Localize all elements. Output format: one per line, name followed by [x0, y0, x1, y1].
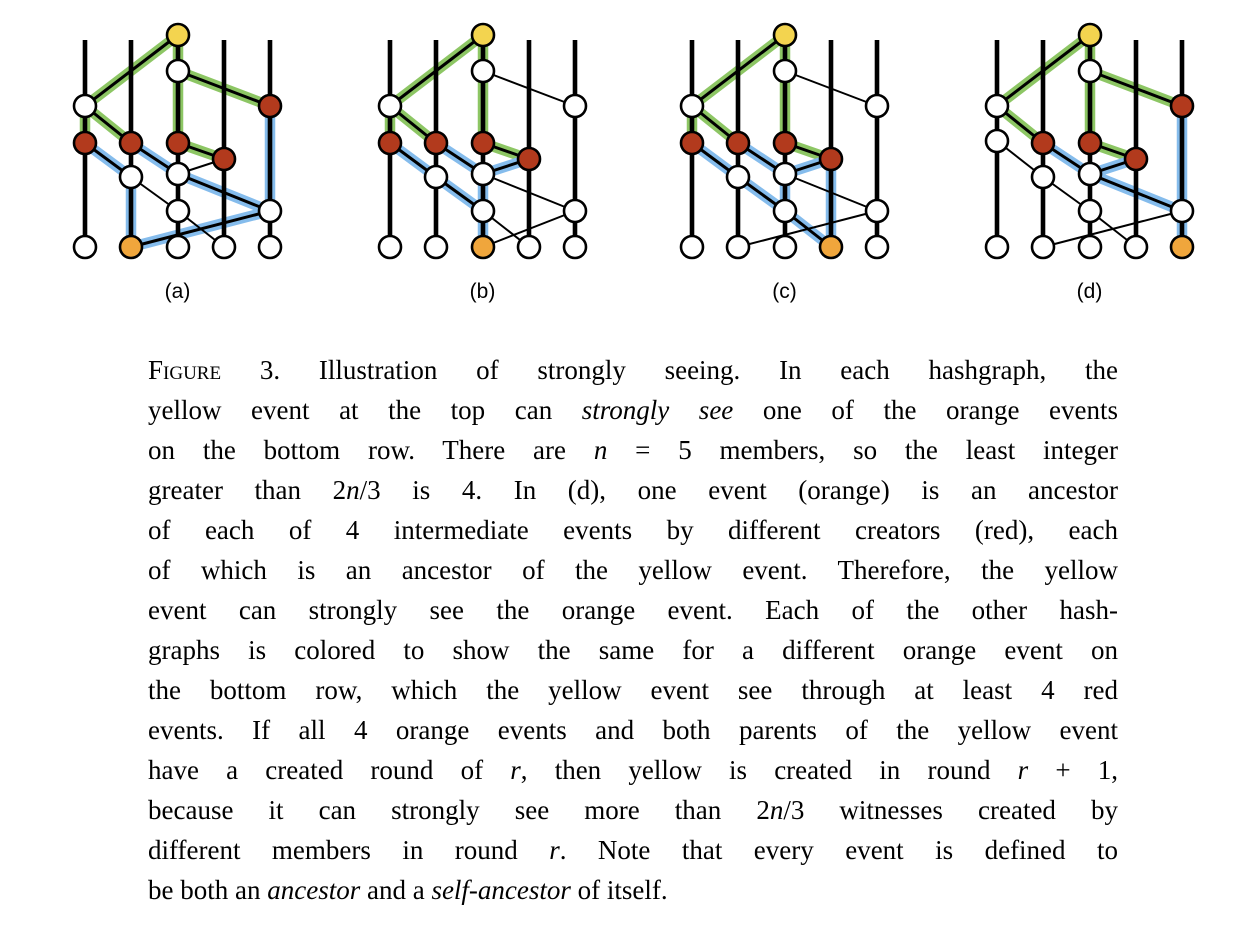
- caption-text: + 1,: [1028, 755, 1118, 785]
- event-node-white: [472, 60, 494, 82]
- event-node-red: [1125, 148, 1147, 170]
- caption-line: [148, 750, 1118, 790]
- caption-line: [148, 430, 1118, 470]
- event-node-white: [472, 200, 494, 222]
- caption-text: one of the orange events: [733, 395, 1118, 425]
- event-node-white: [986, 95, 1008, 117]
- event-node-white: [167, 200, 189, 222]
- caption-line: [148, 390, 1118, 430]
- caption-text: n: [346, 475, 360, 505]
- caption-line: [148, 630, 1118, 670]
- event-node-red: [727, 132, 749, 154]
- panel-label-c: (c): [772, 280, 797, 303]
- caption-text: n: [593, 435, 608, 465]
- event-node-orange: [120, 236, 142, 258]
- caption-text: graphs is colored to show the same for a different orange event on: [148, 635, 1118, 665]
- event-node-orange: [1171, 236, 1193, 258]
- event-node-white: [774, 236, 796, 258]
- caption-text: r: [510, 755, 521, 785]
- caption-text: because it can strongly see more than 2: [148, 795, 770, 825]
- event-node-orange: [820, 236, 842, 258]
- event-node-red: [472, 132, 494, 154]
- caption-line: [148, 710, 1118, 750]
- caption-text: strongly see: [581, 395, 734, 425]
- caption-text: r: [1017, 755, 1029, 785]
- caption-text: r: [549, 835, 560, 865]
- hashgraph-panel-a: [74, 24, 281, 303]
- caption-text: = 5 members, so the least integer: [607, 435, 1118, 465]
- caption-line: [148, 350, 1118, 390]
- caption-text: of each of 4 intermediate events by different creators (red), each: [148, 515, 1118, 545]
- event-node-white: [774, 60, 796, 82]
- caption-text: . Note that every event is defined to: [559, 835, 1118, 865]
- event-node-white: [518, 236, 540, 258]
- caption-text: Figure 3.: [148, 355, 281, 385]
- event-node-white: [259, 200, 281, 222]
- event-node-white: [866, 200, 888, 222]
- event-node-white: [727, 236, 749, 258]
- event-node-white: [213, 236, 235, 258]
- event-node-white: [74, 236, 96, 258]
- caption-text: events. If all 4 orange events and both parents of the yellow event: [148, 715, 1118, 745]
- event-node-red: [1079, 132, 1101, 154]
- event-node-white: [1079, 163, 1101, 185]
- caption-text: of which is an ancestor of the yellow event. Therefore, the yellow: [148, 555, 1118, 585]
- caption-text: ancestor: [267, 875, 361, 905]
- event-node-white: [1079, 60, 1101, 82]
- caption-text: yellow event at the top can: [148, 395, 582, 425]
- event-node-white: [259, 236, 281, 258]
- event-node-red: [774, 132, 796, 154]
- event-node-white: [727, 166, 749, 188]
- caption-text: n: [769, 795, 784, 825]
- event-node-red: [379, 132, 401, 154]
- caption-line: [148, 550, 1118, 590]
- event-node-yellow: [472, 24, 494, 46]
- event-node-white: [564, 236, 586, 258]
- event-node-white: [167, 163, 189, 185]
- event-node-white: [1032, 236, 1054, 258]
- caption-text: greater than 2: [148, 475, 347, 505]
- event-node-white: [120, 166, 142, 188]
- caption-line: [148, 590, 1118, 630]
- event-node-yellow: [1079, 24, 1101, 46]
- event-node-white: [425, 166, 447, 188]
- parent-edge: [738, 211, 877, 247]
- event-node-white: [774, 200, 796, 222]
- event-node-orange: [472, 236, 494, 258]
- caption-line: [148, 670, 1118, 710]
- event-node-white: [986, 236, 1008, 258]
- caption-text: of itself.: [570, 875, 668, 905]
- caption-text: /3 is 4. In (d), one event (orange) is an ancestor: [359, 475, 1119, 505]
- event-node-white: [74, 95, 96, 117]
- caption-line: [148, 470, 1118, 510]
- event-node-white: [379, 95, 401, 117]
- event-node-white: [1125, 236, 1147, 258]
- caption-line: [148, 790, 1118, 830]
- event-node-white: [472, 163, 494, 185]
- event-node-white: [379, 236, 401, 258]
- event-node-white: [866, 95, 888, 117]
- caption-text: be both an: [148, 875, 268, 905]
- event-node-white: [425, 236, 447, 258]
- hashgraph-panel-c: [681, 24, 888, 303]
- event-node-white: [564, 95, 586, 117]
- event-node-red: [259, 95, 281, 117]
- event-node-red: [1032, 132, 1054, 154]
- hashgraph-panel-b: [379, 24, 586, 303]
- caption-text: event can strongly see the orange event. Each of the other hash-: [148, 595, 1118, 625]
- hashgraph-panel-d: [986, 24, 1193, 303]
- caption-text: , then yellow is created in round: [520, 755, 1018, 785]
- event-node-white: [1079, 200, 1101, 222]
- caption-line: [148, 870, 1118, 910]
- caption-text: Illustration of strongly seeing. In each hashgraph, the: [280, 355, 1118, 385]
- event-node-red: [820, 148, 842, 170]
- event-node-white: [986, 130, 1008, 152]
- caption-text: different members in round: [148, 835, 550, 865]
- event-node-red: [167, 132, 189, 154]
- event-node-red: [120, 132, 142, 154]
- panel-label-d: (d): [1076, 280, 1103, 303]
- caption-text: have a created round of: [148, 755, 511, 785]
- event-node-white: [564, 200, 586, 222]
- event-node-red: [213, 148, 235, 170]
- event-node-white: [167, 60, 189, 82]
- event-node-white: [681, 95, 703, 117]
- event-node-yellow: [774, 24, 796, 46]
- figure-caption: [148, 350, 1118, 910]
- event-node-white: [1079, 236, 1101, 258]
- event-node-white: [1032, 166, 1054, 188]
- parent-edge: [1043, 211, 1182, 247]
- event-node-yellow: [167, 24, 189, 46]
- event-node-white: [681, 236, 703, 258]
- caption-text: on the bottom row. There are: [148, 435, 594, 465]
- event-node-white: [167, 236, 189, 258]
- event-node-red: [1171, 95, 1193, 117]
- event-node-white: [866, 236, 888, 258]
- caption-text: and a: [360, 875, 432, 905]
- event-node-white: [774, 163, 796, 185]
- hashgraph-figure: [0, 0, 1248, 315]
- panel-label-a: (a): [164, 280, 191, 303]
- caption-text: the bottom row, which the yellow event see through at least 4 red: [148, 675, 1118, 705]
- caption-text: self-ancestor: [431, 875, 571, 905]
- event-node-red: [425, 132, 447, 154]
- caption-line: [148, 510, 1118, 550]
- event-node-red: [518, 148, 540, 170]
- event-node-white: [1171, 200, 1193, 222]
- caption-line: [148, 830, 1118, 870]
- event-node-red: [681, 132, 703, 154]
- panel-label-b: (b): [469, 280, 496, 303]
- event-node-red: [74, 132, 96, 154]
- caption-text: /3 witnesses created by: [783, 795, 1118, 825]
